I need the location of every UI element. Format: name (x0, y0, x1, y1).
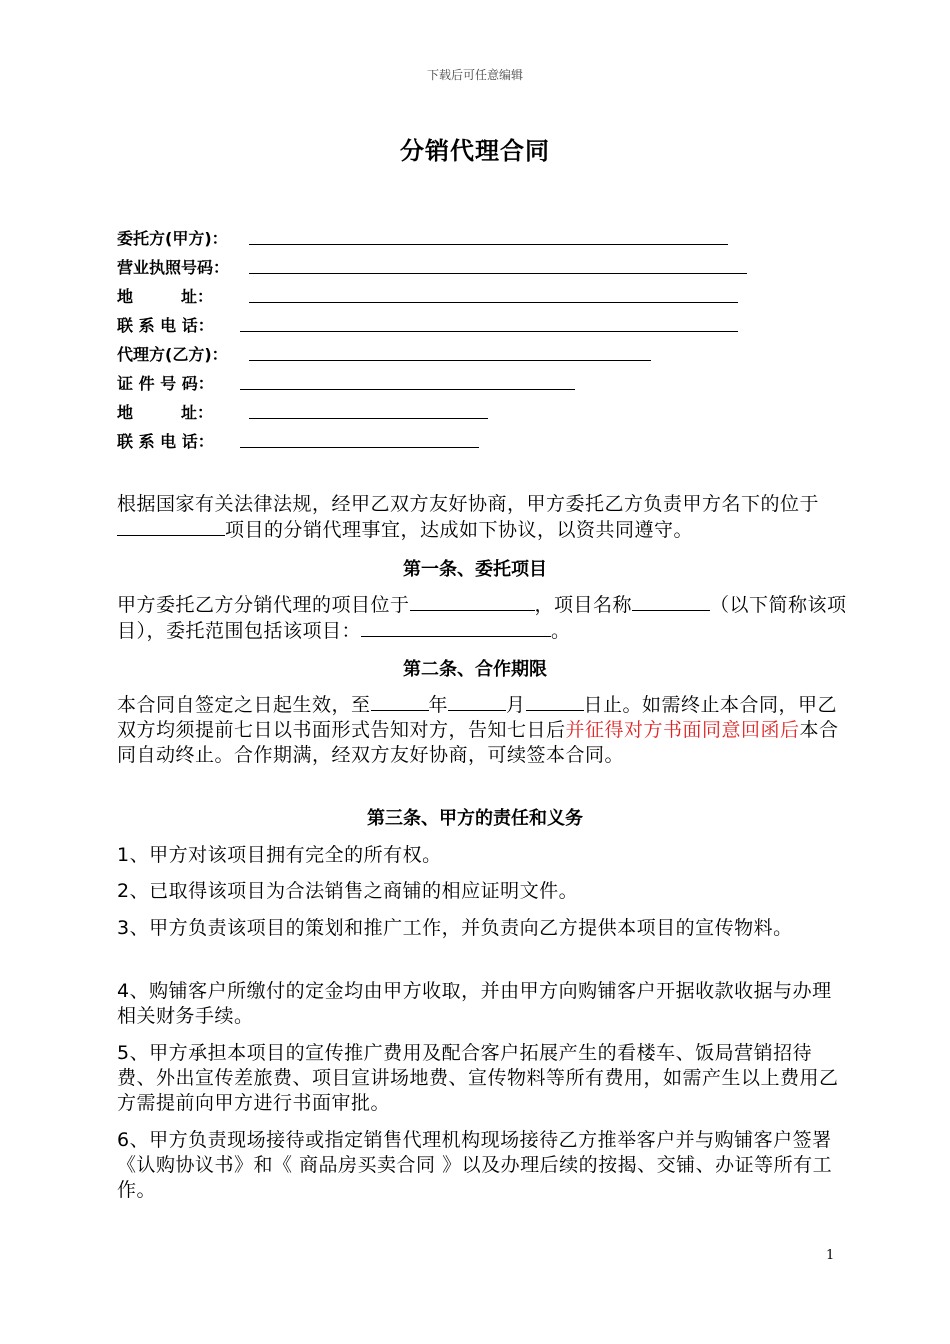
fill-in-line (240, 447, 479, 448)
blank-day (526, 692, 584, 711)
fill-in-line (249, 302, 738, 303)
article-1-text-3: （以下简称该项目），委托范围包括该项目： (117, 594, 847, 642)
fill-in-line (249, 418, 488, 419)
party-a-license-row (117, 255, 817, 284)
blank-project-name (632, 592, 710, 611)
party-info-block (117, 226, 817, 458)
fill-in-line (249, 273, 747, 274)
fill-in-line (240, 331, 738, 332)
field-label: 地 址： (117, 403, 214, 422)
page-title: 分销代理合同 (400, 137, 550, 165)
article-2-heading: 第二条、合作期限 (403, 659, 547, 680)
blank-year (371, 692, 429, 711)
article-2-text-3: 月 (506, 694, 526, 716)
field-label: 营业执照号码： (117, 258, 230, 277)
blank-location (117, 517, 225, 536)
party-a-name-row (117, 226, 817, 255)
article-3-heading: 第三条、甲方的责任和义务 (367, 808, 583, 829)
blank-location (410, 592, 535, 611)
party-b-address-row (117, 400, 817, 429)
party-b-id-row (117, 371, 817, 400)
article-3-item-2: 2、已取得该项目为合法销售之商铺的相应证明文件。 (117, 880, 579, 902)
article-3-item-3: 3、甲方负责该项目的策划和推广工作，并负责向乙方提供本项目的宣传物料。 (117, 917, 793, 939)
field-label: 委托方(甲方)： (117, 229, 228, 248)
blank-scope (361, 618, 551, 637)
field-label: 代理方(乙方)： (117, 345, 228, 364)
article-1-text-1: 甲方委托乙方分销代理的项目位于 (117, 594, 410, 616)
article-1-text-4: 。 (551, 620, 571, 642)
article-2-text-1: 本合同自签定之日起生效，至 (117, 694, 371, 716)
article-2-text-2: 年 (428, 694, 449, 716)
header-note: 下载后可任意编辑 (426, 68, 523, 82)
article-2-body (117, 692, 847, 768)
party-b-name-row (117, 342, 817, 371)
party-a-phone-row (117, 313, 817, 342)
article-1-body (117, 592, 847, 644)
article-1-heading: 第一条、委托项目 (403, 559, 547, 580)
article-2-text-5: 本合同自动终止。合作期满，经双方友好协商，可续签本合同。 (117, 719, 839, 766)
blank-month (448, 692, 506, 711)
article-3-item-5: 5、甲方承担本项目的宣传推广费用及配合客户拓展产生的看楼车、饭局营销招待费、外出宣传差旅费、项目宣讲场地费、宣传物料等所有费用，如需产生以上费用乙方需提前向甲方进行书面审批。 (117, 1042, 839, 1114)
field-label: 联 系 电 话： (117, 316, 214, 335)
page-number: 1 (826, 1248, 835, 1263)
field-label: 地 址： (117, 287, 214, 306)
fill-in-line (240, 389, 575, 390)
article-3-item-1: 1、甲方对该项目拥有完全的所有权。 (117, 844, 442, 866)
intro-paragraph (117, 492, 847, 543)
intro-text-1: 根据国家有关法律法规，经甲乙双方友好协商，甲方委托乙方负责甲方名下的位于 (117, 493, 820, 515)
field-label: 证 件 号 码： (117, 374, 214, 393)
highlighted-red-text: 并征得对方书面同意回函后 (565, 719, 800, 741)
fill-in-line (249, 360, 651, 361)
article-2-text-4: 日止。如需终止本合同，甲乙双方均须提前七日以书面形式告知对方，告知七日后 (117, 694, 838, 741)
fill-in-line (249, 244, 728, 245)
intro-text-2: 项目的分销代理事宜，达成如下协议，以资共同遵守。 (225, 519, 694, 541)
article-1-text-2: ，项目名称 (534, 594, 633, 616)
party-b-phone-row (117, 429, 817, 458)
article-3-item-4: 4、购铺客户所缴付的定金均由甲方收取，并由甲方向购铺客户开据收款收据与办理相关财务手续。 (117, 980, 832, 1027)
article-3-item-6: 6、甲方负责现场接待或指定销售代理机构现场接待乙方推举客户并与购铺客户签署《认购协议书》和《 商品房买卖合同 》以及办理后续的按揭、交铺、办证等所有工作。 (117, 1129, 833, 1201)
party-a-address-row (117, 284, 817, 313)
field-label: 联 系 电 话： (117, 432, 214, 451)
